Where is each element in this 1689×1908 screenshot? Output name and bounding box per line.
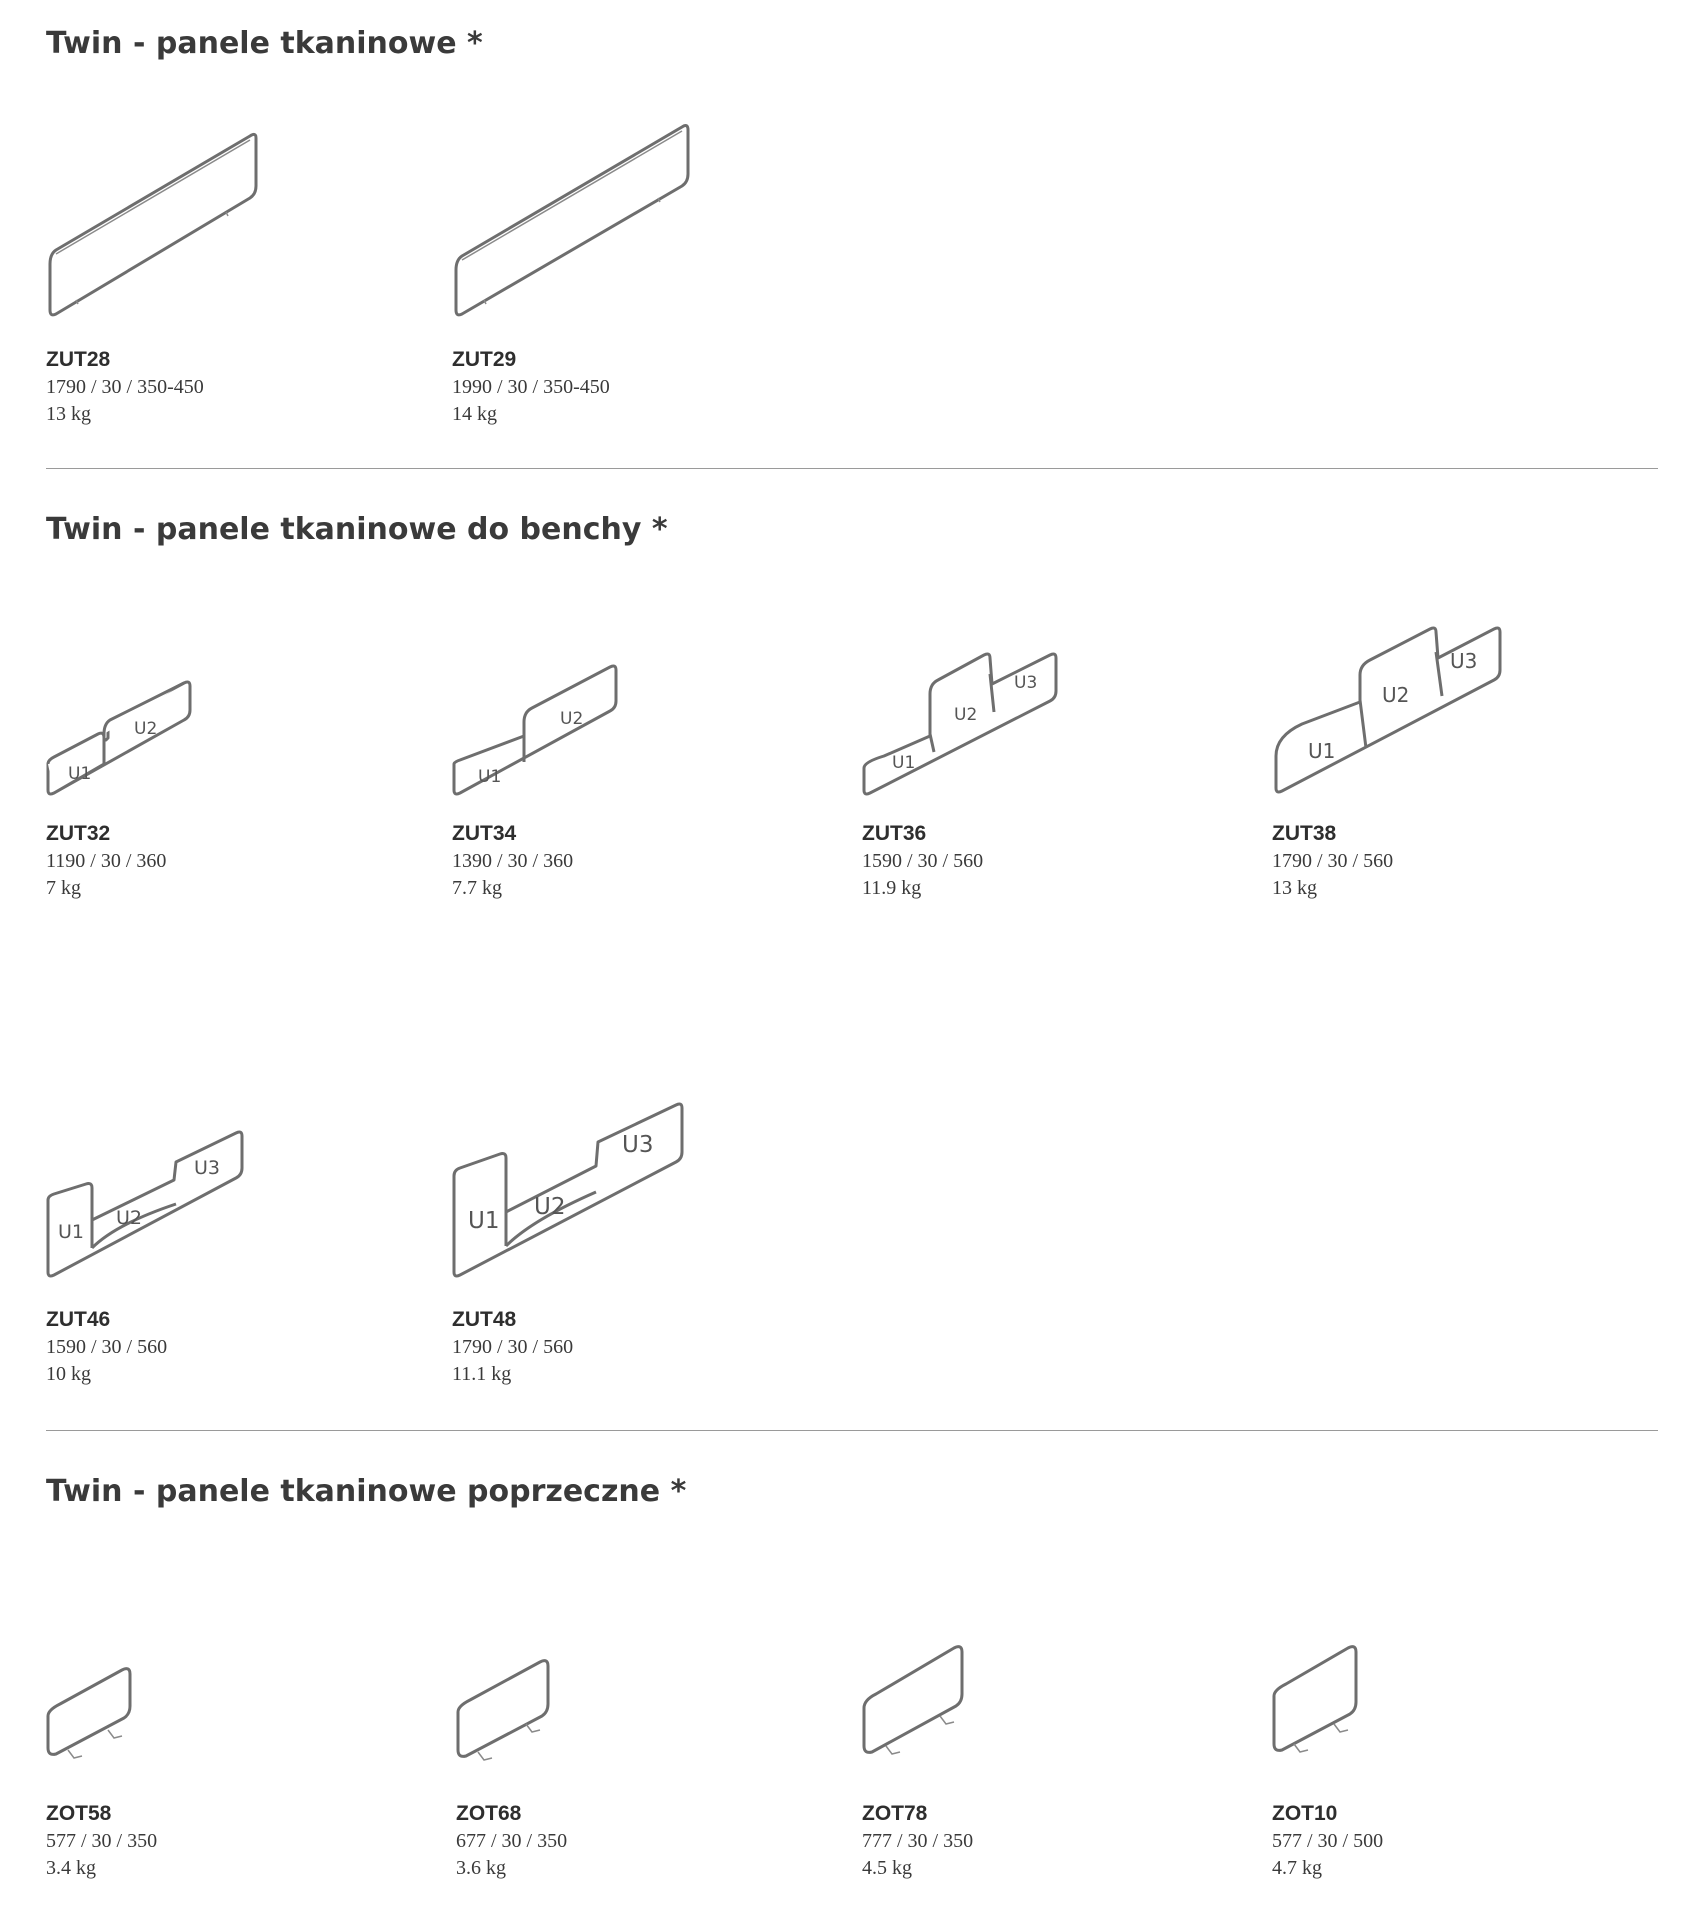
panel-drawing <box>862 644 1062 802</box>
product-dimensions: 1190 / 30 / 360 <box>46 850 167 872</box>
product-weight: 11.9 kg <box>862 877 922 899</box>
panel-drawing <box>452 656 652 802</box>
product-dimensions: 577 / 30 / 350 <box>46 1830 158 1852</box>
product-code: ZUT38 <box>1272 822 1337 845</box>
unit-label-u2: U2 <box>1382 683 1410 707</box>
product-weight: 3.4 kg <box>46 1857 96 1879</box>
product-code: ZUT48 <box>452 1308 517 1331</box>
panel-drawing <box>452 120 692 320</box>
panel-drawing <box>456 1622 566 1762</box>
product-weight: 10 kg <box>46 1363 91 1385</box>
section-divider <box>46 1430 1658 1431</box>
product-weight: 13 kg <box>46 403 91 425</box>
section-title-panele-do-benchy: Twin - panele tkaninowe do benchy * <box>46 512 668 547</box>
product-zut36 <box>862 644 1222 899</box>
product-dimensions: 777 / 30 / 350 <box>862 1830 974 1852</box>
product-code: ZOT78 <box>862 1802 928 1825</box>
product-code: ZUT36 <box>862 822 927 845</box>
product-zut48 <box>452 1096 812 1385</box>
section-title-panele-poprzeczne: Twin - panele tkaninowe poprzeczne * <box>46 1474 687 1509</box>
product-code: ZOT58 <box>46 1802 112 1825</box>
product-dimensions: 577 / 30 / 500 <box>1272 1830 1384 1852</box>
product-dimensions: 677 / 30 / 350 <box>456 1830 568 1852</box>
product-code: ZUT32 <box>46 822 111 845</box>
unit-label-u3: U3 <box>622 1132 654 1158</box>
product-code: ZUT28 <box>46 348 111 371</box>
product-dimensions: 1590 / 30 / 560 <box>46 1336 168 1358</box>
product-dimensions: 1790 / 30 / 560 <box>452 1336 574 1358</box>
product-weight: 4.5 kg <box>862 1857 912 1879</box>
product-weight: 7.7 kg <box>452 877 502 899</box>
section-divider <box>46 468 1658 469</box>
product-weight: 11.1 kg <box>452 1363 512 1385</box>
panel-drawing <box>1272 620 1502 800</box>
panel-drawing <box>452 1096 692 1286</box>
product-dimensions: 1790 / 30 / 350-450 <box>46 376 204 398</box>
product-weight: 13 kg <box>1272 877 1317 899</box>
product-zut46 <box>46 1124 406 1385</box>
product-zot68 <box>456 1622 816 1879</box>
product-code: ZUT46 <box>46 1308 111 1331</box>
product-code: ZUT29 <box>452 348 517 371</box>
unit-label-u1: U1 <box>468 1208 500 1234</box>
product-weight: 4.7 kg <box>1272 1857 1322 1879</box>
unit-label-u1: U1 <box>68 764 92 784</box>
product-zot78 <box>862 1640 1222 1879</box>
product-zot58 <box>46 1664 406 1879</box>
product-dimensions: 1590 / 30 / 560 <box>862 850 984 872</box>
product-code: ZOT10 <box>1272 1802 1338 1825</box>
product-dimensions: 1990 / 30 / 350-450 <box>452 376 610 398</box>
unit-label-u2: U2 <box>134 719 158 739</box>
product-code: ZUT34 <box>452 822 517 845</box>
product-zut38 <box>1272 620 1632 899</box>
unit-label-u3: U3 <box>1014 673 1038 693</box>
panel-drawing <box>862 1640 972 1760</box>
unit-label-u2: U2 <box>534 1194 566 1220</box>
product-dimensions: 1390 / 30 / 360 <box>452 850 574 872</box>
panel-drawing <box>46 1124 246 1284</box>
unit-label-u1: U1 <box>1308 739 1336 763</box>
product-code: ZOT68 <box>456 1802 522 1825</box>
product-zut34 <box>452 656 812 899</box>
unit-label-u3: U3 <box>1450 649 1478 673</box>
product-weight: 3.6 kg <box>456 1857 506 1879</box>
unit-label-u2: U2 <box>116 1207 142 1229</box>
panel-drawing <box>1272 1640 1372 1760</box>
unit-label-u2: U2 <box>954 705 978 725</box>
section-title-panele-tkaninowe: Twin - panele tkaninowe * <box>46 26 483 61</box>
panel-drawing <box>46 1664 146 1764</box>
unit-label-u1: U1 <box>892 753 916 773</box>
product-zut28 <box>46 120 406 425</box>
product-weight: 14 kg <box>452 403 497 425</box>
unit-label-u1: U1 <box>478 767 502 787</box>
product-zut29 <box>452 120 812 425</box>
product-zut32 <box>46 672 406 899</box>
unit-label-u1: U1 <box>58 1221 84 1243</box>
unit-label-u3: U3 <box>194 1157 220 1179</box>
unit-label-u2: U2 <box>560 709 584 729</box>
product-weight: 7 kg <box>46 877 81 899</box>
panel-drawing <box>46 672 246 802</box>
product-zot10 <box>1272 1640 1632 1879</box>
product-dimensions: 1790 / 30 / 560 <box>1272 850 1394 872</box>
panel-drawing <box>46 120 266 320</box>
